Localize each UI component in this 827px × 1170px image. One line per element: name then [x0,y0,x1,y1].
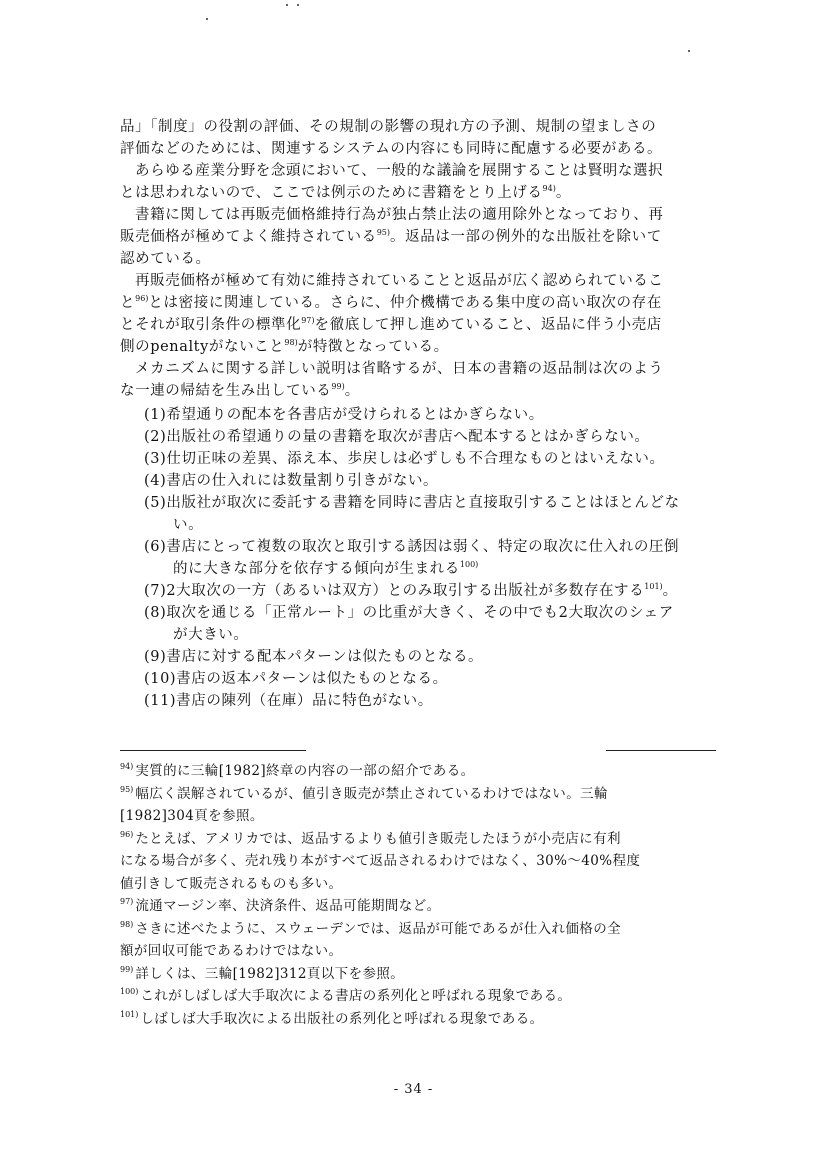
line-text: が大きい。 [173,627,249,643]
scan-speck [297,4,299,6]
list-item-line [120,514,730,536]
body-paragraphs [120,116,730,402]
footnote-text: さきに述べたように、スウェーデンでは、返品が可能であるが仕入れ価格の全 [135,920,622,937]
line-text: とは思われないので、ここでは例示のために書籍をとり上げる [120,185,543,201]
line-text: な一連の帰結を生み出している [120,383,332,399]
paragraph-line [120,314,730,336]
footnote-text: 実質的に三輪[1982]終章の内容の一部の紹介である。 [135,763,475,779]
paragraph-line [120,204,730,226]
line-text: (4)書店の仕入れには数量割り引きがない。 [144,473,439,489]
line-text-tail: 。 [555,185,571,201]
paragraph-line [120,160,730,182]
list-item-line [120,580,730,602]
footnote-rule-right [606,750,716,752]
footnote-text: 幅広く誤解されているが、値引き販売が禁止されているわけではない。三輪 [135,785,608,802]
line-text: (6)書店にとって複数の取次と取引する誘因は弱く、特定の取次に仕入れの圧倒 [144,539,680,555]
footnote-ref: 94) [542,184,556,193]
line-text: 書籍に関しては再販売価格維持行為が独占禁止法の適用除外となっており、再 [135,207,664,223]
line-text-tail: が特徴となっている。 [297,339,449,355]
footnote-number: 101) [120,1009,139,1019]
line-text-tail: 。返品は一部の例外的な出版社を除いて [390,229,662,245]
paragraph-line [120,116,730,138]
paragraph-line [120,182,730,204]
paragraph-line [120,138,730,160]
line-text-tail: を徹底して押し進めていること、返品に伴う小売店 [314,317,662,333]
list-item-line [120,470,730,492]
line-text: 側のpenaltyがないこと [120,339,285,355]
footnote-text: たとえば、アメリカでは、返品するよりも値引き販売したほうが小売店に有利 [135,830,621,847]
footnote-number: 100) [120,987,139,996]
page-number: - 34 - [393,1082,434,1097]
footnote-text: これがしばしば大手取次による書店の系列化と呼ばれる現象である。 [140,988,572,1004]
list-item-line [120,690,730,712]
footnote-number: 97) [120,897,134,906]
line-text: (9)書店に対する配本パターンは似たものとなる。 [144,649,484,665]
footnote-line [120,873,730,896]
line-text: (1)希望通りの配本を各書店が受けられるとはかぎらない。 [144,407,544,423]
footnote-text: になる場合が多く、売れ残り本がすべて返品されるわけではなく、30%〜40%程度 [120,853,641,869]
footnote-line [120,963,730,986]
footnote-text: 額が回収可能であるわけではない。 [120,943,343,959]
list-item-line [120,404,730,426]
list-item-line [120,536,730,558]
list-item-line [120,668,730,690]
scan-speck [286,4,288,6]
footnote-line [120,760,730,783]
line-text: と [120,295,136,311]
line-text: (10)書店の返本パターンは似たものとなる。 [144,671,448,687]
line-text: 品」「制度」の役割の評価、その規制の影響の現れ方の予測、規制の望ましさの [120,119,657,135]
line-text: 評価などのためには、関連するシステムの内容にも同時に配慮する必要がある。 [120,141,663,157]
footnote-text: [1982]304頁を参照。 [120,808,264,824]
line-text: とそれが取引条件の標準化 [120,317,302,333]
footnote-ref: 97) [301,316,315,325]
list-item-line [120,448,730,470]
paragraph-line [120,358,730,380]
paragraph-line [120,380,730,402]
footnote-text: しばしば大手取次による出版社の系列化と呼ばれる現象である。 [140,1010,544,1027]
footnote-number: 98) [120,919,134,929]
line-text: (7)2大取次の一方（あるいは双方）とのみ取引する出版社が多数存在する [144,583,645,599]
footnote-line [120,985,730,1008]
scan-speck [688,50,690,52]
footnote-line [120,1008,730,1031]
footnote-ref: 101) [644,582,663,591]
line-text: (2)出版社の希望通りの量の書籍を取次が書店へ配本するとはかぎらない。 [144,429,650,445]
list-item-line [120,492,730,514]
line-text: (3)仕切正味の差異、添え本、歩戻しは必ずしも不合理なものとはいえない。 [144,451,665,467]
paragraph-line [120,270,730,292]
footnote-number: 96) [120,829,134,839]
body-text [120,116,730,712]
paragraph-line [120,336,730,358]
line-text: (11)書店の陳列（在庫）品に特色がない。 [144,693,433,709]
line-text: メカニズムに関する詳しい説明は省略するが、日本の書籍の返品制は次のよう [135,361,664,377]
footnote-line [120,940,730,963]
list-item-line [120,602,730,624]
footnote-text: 流通マージン率、決済条件、返品可能期間など。 [135,898,441,914]
footnote-ref: 100) [459,560,479,569]
line-text: い。 [173,517,204,533]
footnote-line [120,895,730,918]
line-text-tail: 。 [344,383,360,399]
list-item-line [120,426,730,448]
footnote-text: 詳しくは、三輪[1982]312頁以下を参照。 [135,965,405,982]
line-text: あらゆる産業分野を念頭において、一般的な議論を展開することは賢明な選択 [135,163,664,179]
footnote-number: 99) [120,964,134,974]
footnote-line [120,918,730,941]
line-text: 認めている。 [120,251,211,267]
footnotes [120,760,730,1030]
paragraph-line [120,226,730,248]
footnote-number: 95) [120,784,134,794]
line-text: (5)出版社が取次に委託する書籍を同時に書店と直接取引することはほとんどな [144,495,680,511]
footnote-line [120,828,730,851]
line-text: 再販売価格が極めて有効に維持されていることと返品が広く認められているこ [135,273,664,289]
line-text: 的に大きな部分を依存する傾向が生まれる [173,561,460,577]
scan-speck [206,18,208,20]
footnote-number: 94) [120,762,134,771]
list-item-line [120,558,730,580]
paragraph-line [120,292,730,314]
list-item-line [120,646,730,668]
footnote-text: 値引きして販売されるものも多い。 [120,875,343,892]
list-item-line [120,624,730,646]
footnote-ref: 98) [284,338,298,347]
footnote-rule-left [120,750,306,752]
paragraph-line [120,248,730,270]
line-text: 販売価格が極めてよく維持されている [120,229,377,245]
footnote-line [120,783,730,806]
footnote-ref: 99) [331,382,345,391]
consequence-list [120,404,730,712]
footnote-line [120,805,730,828]
footnote-ref: 96) [135,294,149,303]
line-text-tail: 。 [662,583,678,599]
line-text-tail: とは密接に関連している。さらに、仲介機構である集中度の高い取次の存在 [148,295,662,311]
footnote-line [120,850,730,873]
footnote-ref: 95) [376,228,391,237]
line-text: (8)取次を通じる「正常ルート」の比重が大きく、その中でも2大取次のシェア [144,605,674,621]
